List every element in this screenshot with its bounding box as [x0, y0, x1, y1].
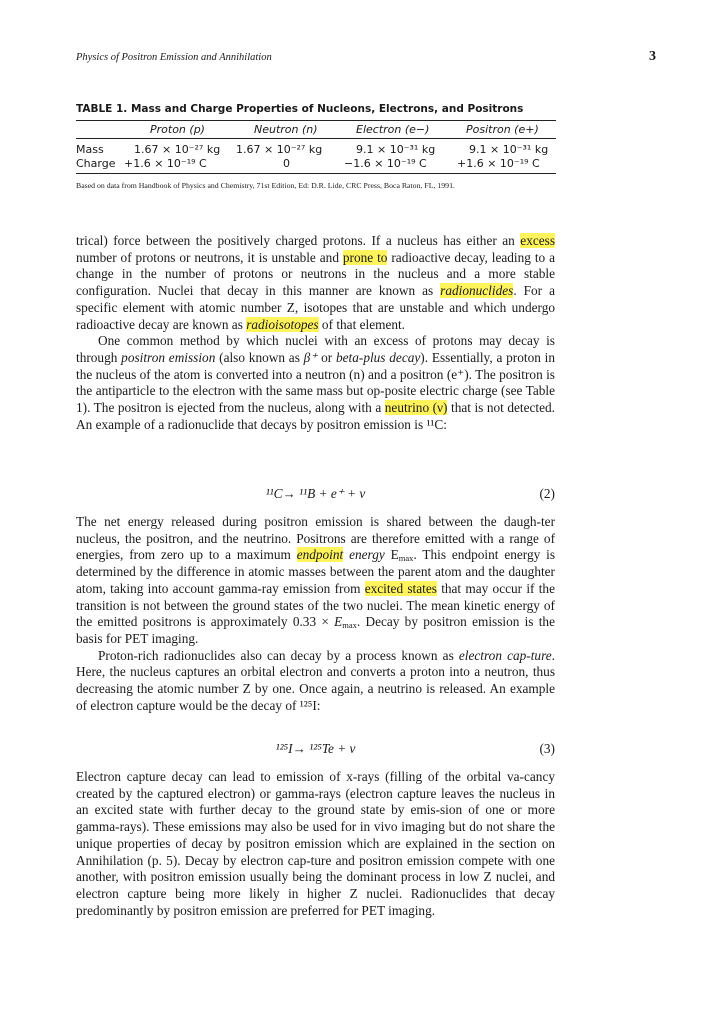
- paragraph-2: One common method by which nuclei with an excess of protons may decay is through positron emission (also known as β⁺ or beta-plus decay). Essentially, a proton in the nucleus of the atom is converted into a neutron (n) and a positron (e⁺). The positron is the antiparticle to the electron with the same mass but op-posite electric charge (see Table 1). The positron is ejected from the nucleus, along with a neutrino (ν) that is not detected. An example of a radionuclide that decays by positron emission is ¹¹C:: [76, 333, 556, 432]
- running-title: Physics of Positron Emission and Annihilation: [76, 52, 272, 63]
- term-electron-capture: electron cap-ture: [458, 647, 552, 663]
- cell-charge-neutron: 0: [283, 157, 290, 170]
- col-header-electron: Electron (e−): [356, 123, 430, 136]
- highlight-endpoint: endpoint: [296, 547, 344, 563]
- table-caption: TABLE 1. Mass and Charge Properties of Nucleons, Electrons, and Positrons: [76, 103, 524, 115]
- row-label-charge: Charge: [76, 157, 116, 170]
- col-header-positron: Positron (e+): [466, 123, 539, 136]
- col-header-proton: Proton (p): [150, 123, 205, 136]
- symbol-emax: E: [334, 614, 343, 630]
- table-rule-bottom: [76, 173, 556, 174]
- highlight-neutrino: neutrino (ν): [384, 400, 448, 416]
- body-section-2: [76, 514, 555, 714]
- table-footnote: Based on data from Handbook of Physics and Chemistry, 71st Edition, Ed: D.R. Lide, CRC Press, Boca Raton, FL, 1991.: [76, 181, 455, 190]
- highlight-radionuclides: radionuclides: [440, 283, 514, 299]
- equation-2: [76, 486, 555, 504]
- subscript-max-2: max: [342, 620, 357, 631]
- equation-2-number: (2): [539, 486, 555, 501]
- highlight-radioisotopes: radioisotopes: [246, 316, 319, 332]
- highlight-excited-states: excited states: [364, 580, 437, 596]
- row-label-mass: Mass: [76, 143, 104, 156]
- cell-mass-electron: 9.1 × 10⁻³¹ kg: [356, 143, 436, 156]
- running-header: [76, 49, 656, 70]
- cell-mass-positron: 9.1 × 10⁻³¹ kg: [469, 143, 549, 156]
- cell-charge-proton: +1.6 × 10⁻¹⁹ C: [124, 157, 207, 170]
- cell-mass-proton: 1.67 × 10⁻²⁷ kg: [134, 143, 221, 156]
- equation-3-expression: ¹²⁵I→ ¹²⁵Te + ν: [275, 741, 356, 756]
- subscript-max-1: max: [398, 553, 414, 564]
- table-rule-top: [76, 120, 556, 121]
- cell-mass-neutron: 1.67 × 10⁻²⁷ kg: [236, 143, 323, 156]
- cell-charge-electron: −1.6 × 10⁻¹⁹ C: [344, 157, 427, 170]
- equation-3-number: (3): [539, 741, 555, 756]
- page-number: 3: [649, 49, 656, 64]
- term-energy: energy: [349, 547, 385, 563]
- paragraph-3: The net energy released during positron emission is shared between the daugh-ter nucleus, the positron, and the neutrino. Positrons are therefore emitted with a range of energies, from zero up to a maximum endpoint energy $E_{max}$. This endpoint energy is determined by the difference in atomic masses between the parent atom and the daughter atom, taking into account gamma-ray emission from excited states that may occur if the transition is not between the ground states of the two nuclei. The mean kinetic energy of the emitted positrons is approximately $0.33 \times E_{max}$. Decay by positron emission is the basis for PET imaging.: [76, 514, 555, 646]
- paragraph-5: Electron capture decay can lead to emission of x-rays (filling of the orbital va-cancy created by the captured electron) or gamma-rays (electron capture leaves the nucleus in an excited state with further decay to the ground state by emis-sion of one or more gamma-rays). These emissions may also be used for in vivo imaging but do not share the unique properties of decay by positron emission which are explained in the section on Annihilation (p. 5). Decay by electron cap-ture and positron emission compete with one another, with positron emission usually being the dominant process in low Z nuclei, and electron capture being more likely in higher Z nuclei. Radionuclides that decay predominantly by positron emission are preferred for PET imaging.: [76, 769, 555, 918]
- table-rule-mid: [76, 138, 556, 139]
- paragraph-1: trical) force between the positively charged protons. If a nucleus has either an excess number of protons or neutrons, it is unstable and prone to radioactive decay, leading to a change in the number of protons or neutrons in the nucleus and a more stable configuration. Nuclei that decay in this manner are known as radionuclides. For a specific element with atomic number Z, isotopes that are unstable and which undergo radioactive decay are known as radioisotopes of that element.: [76, 233, 555, 332]
- highlight-prone-to: prone to: [342, 249, 388, 265]
- term-positron-emission: positron emission: [121, 349, 216, 365]
- cell-charge-positron: +1.6 × 10⁻¹⁹ C: [457, 157, 540, 170]
- col-header-neutron: Neutron (n): [254, 123, 318, 136]
- highlight-excess: excess: [520, 233, 555, 248]
- equation-3: [76, 741, 555, 759]
- beta-plus-symbol: β⁺: [303, 349, 318, 365]
- term-beta-plus-decay: beta-plus decay: [336, 349, 421, 365]
- paragraph-4: Proton-rich radionuclides also can decay by a process known as electron cap-ture. Here, the nucleus captures an orbital electron and converts a proton into a neutron, thus decreasing the atomic number Z by one. Once again, a neutrino is released. An example of electron capture would be the decay of ¹²⁵I:: [76, 647, 555, 713]
- equation-2-expression: ¹¹C→ ¹¹B + e⁺ + ν: [265, 486, 366, 501]
- body-section-1: [76, 233, 555, 433]
- body-section-3: [76, 769, 555, 919]
